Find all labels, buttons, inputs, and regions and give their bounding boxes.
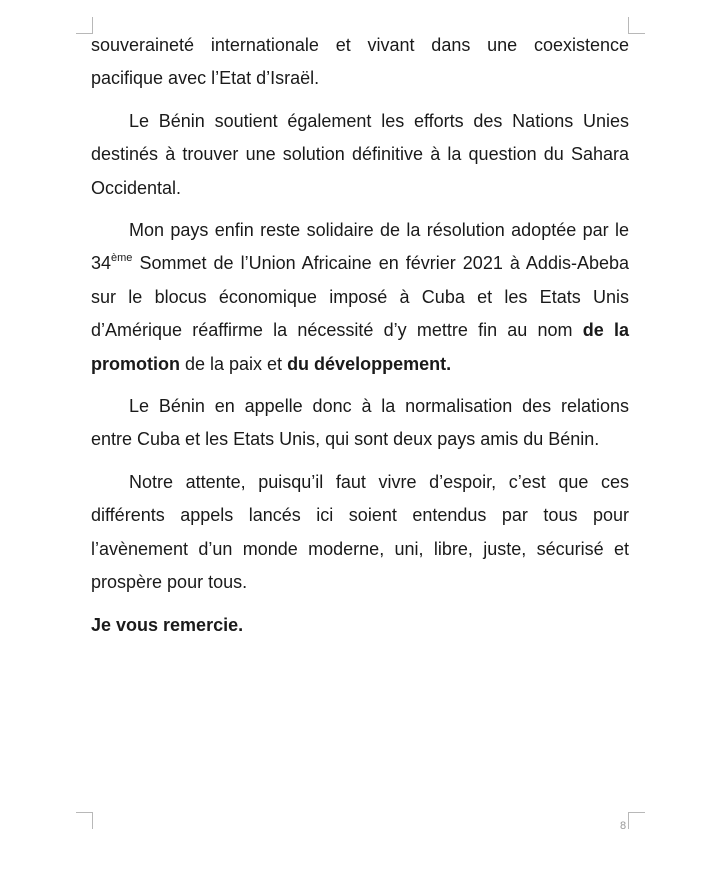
paragraph-sahara: Le Bénin soutient également les efforts des Nations Unies destinés à trouver une solution définitive à la question du Sahara Occidental. <box>91 110 629 198</box>
paragraph-text-part: de la paix et <box>179 353 288 374</box>
crop-mark-bottom-right <box>628 812 645 829</box>
bold-phrase-promotion: de la promotion <box>91 320 629 374</box>
paragraph-hope: Notre attente, puisqu’il faut vivre d’espoir, c’est que ces différents appels lancés ici soient entendus par tous pour l’avènement d’un monde moderne, uni, libre, juste, sécurisé et prospère pour tous. <box>91 471 629 593</box>
bold-phrase-development: du développement. <box>287 353 452 374</box>
paragraph-text-part: Sommet de l’Union Africaine en février 2021 à Addis-Abeba sur le blocus économique imposé à Cuba et les Etats Unis d’Amérique réaffirme la nécessité d’y mettre fin au nom <box>91 253 629 341</box>
crop-mark-bottom-left <box>76 812 93 829</box>
paragraph-normalisation: Le Bénin en appelle donc à la normalisation des relations entre Cuba et les Etats Unis, qui sont deux pays amis du Bénin. <box>91 396 629 450</box>
paragraph-cuba-blockade <box>91 214 629 381</box>
ordinal-superscript: ème <box>111 252 133 265</box>
paragraph-text-part: Mon pays enfin reste solidaire de la résolution adoptée par le 34 <box>91 220 629 274</box>
closing-thanks: Je vous remercie. <box>91 614 244 635</box>
document-body[interactable] <box>91 29 629 651</box>
page-number: 8 <box>620 820 627 832</box>
crop-mark-top-right <box>628 17 645 34</box>
paragraph-continuation: souveraineté internationale et vivant dans une coexistence pacifique avec l’Etat d’Israël. <box>91 35 629 89</box>
